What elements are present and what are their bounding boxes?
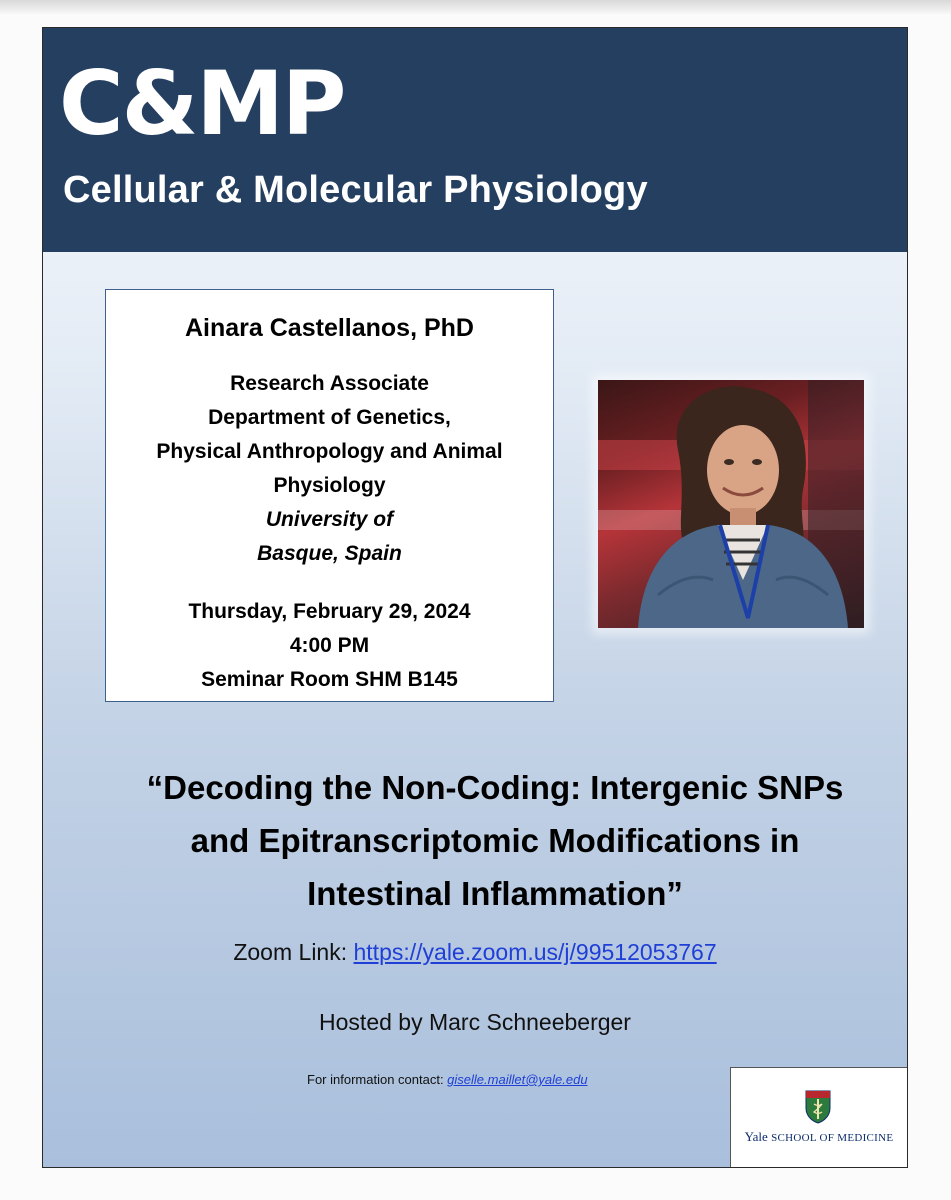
contact-label: For information contact:: [307, 1072, 448, 1087]
contact-email-link[interactable]: giselle.maillet@yale.edu: [447, 1072, 588, 1087]
talk-title: [93, 761, 897, 920]
logo-school: SCHOOL OF MEDICINE: [771, 1132, 894, 1144]
poster-header: [43, 28, 907, 252]
department-line: Physical Anthropology and Animal: [156, 440, 503, 463]
yale-medicine-logo: [730, 1067, 908, 1168]
event-time: 4:00 PM: [289, 634, 370, 657]
speaker-affiliation: [106, 367, 553, 571]
zoom-info: [43, 939, 907, 966]
zoom-link[interactable]: https://yale.zoom.us/j/99512053767: [353, 939, 717, 965]
talk-title-line: Intestinal Inflammation”: [307, 875, 683, 912]
page-edge: [0, 0, 951, 14]
contact-info: [307, 1072, 588, 1087]
talk-title-line: and Epitranscriptomic Modifications in: [190, 822, 800, 859]
brand-title: C&MP: [59, 52, 345, 155]
department-line: Physiology: [273, 474, 386, 497]
university-line: University of: [265, 508, 394, 531]
logo-text: [731, 1129, 907, 1145]
speaker-title: Research Associate: [230, 372, 429, 395]
talk-title-line: “Decoding the Non-Coding: Intergenic SNPs: [146, 769, 844, 806]
event-details: [106, 595, 553, 697]
speaker-photo: [598, 380, 864, 628]
host-info: Hosted by Marc Schneeberger: [319, 1009, 631, 1035]
speaker-info-box: [105, 289, 554, 702]
university-line: Basque, Spain: [257, 542, 402, 565]
yale-shield-icon: [804, 1090, 832, 1124]
event-room: Seminar Room SHM B145: [201, 668, 458, 691]
department-line: Department of Genetics,: [208, 406, 451, 429]
zoom-label: Zoom Link:: [233, 939, 354, 965]
event-date: Thursday, February 29, 2024: [188, 600, 471, 623]
logo-yale: Yale: [744, 1129, 768, 1144]
speaker-portrait: [598, 380, 864, 628]
seminar-poster: [42, 27, 908, 1168]
department-name: Cellular & Molecular Physiology: [63, 169, 648, 211]
speaker-name: Ainara Castellanos, PhD: [185, 314, 474, 342]
